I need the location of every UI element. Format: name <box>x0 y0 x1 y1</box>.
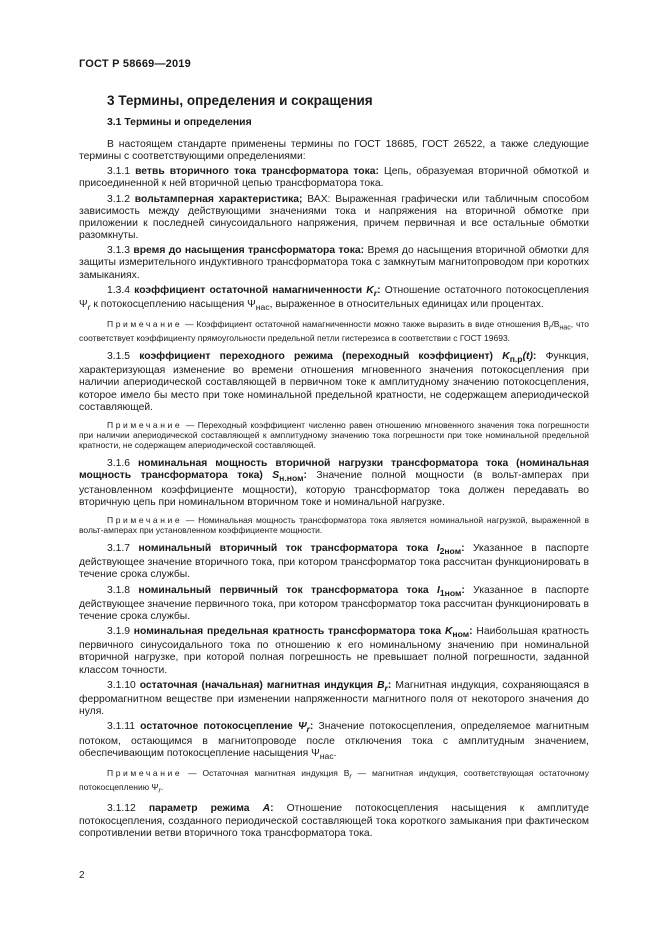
term-3-1-9: 3.1.9 номинальная предельная кратность трансформатора тока $K_{ном}$: Наибольшая кратность первичного синусоидального тока по отношению к его номинальному значению при номинальной вторичной нагрузке, при которой полная погрешность не превышает полной погрешности, заданной классом точности. <box>79 626 589 676</box>
term-number: 3.1.1 <box>107 166 131 178</box>
term-number: 3.1.6 <box>107 458 131 470</box>
term-3-1-7: 3.1.7 номинальный вторичный ток трансформатора тока $I_{2ном}$: Указанное в паспорте действующее значение вторичного тока, при котором трансформатор тока рассчитан функционировать в течение срока службы. <box>79 543 589 581</box>
term-name: коэффициент переходного режима (переходный коэффициент) <box>139 351 494 363</box>
term-symbol: B <box>377 679 385 691</box>
page-number: 2 <box>79 870 85 881</box>
term-symbol: K <box>502 351 510 363</box>
section-title: 3 Термины, определения и сокращения <box>107 93 373 108</box>
term-number: 3.1.5 <box>107 351 131 363</box>
term-symbol: I <box>437 584 440 596</box>
note-1: Примечание — Коэффициент остаточной намагниченности можно также выразить в виде отношения $B_r/B_{нас}$, что соответствует коэффициенту прямоугольности предельной петли гистерезиса в соответствии с ГОСТ 19693. <box>79 319 589 343</box>
term-number: 3.1.11 <box>107 721 135 733</box>
term-3-1-8: 3.1.8 номинальный первичный ток трансформатора тока $I_{1ном}$: Указанное в паспорте действующее значение первичного тока, при котором трансформатор тока рассчитан функционировать в течение срока службы. <box>79 584 590 622</box>
term-symbol: S <box>272 470 280 482</box>
document-header: ГОСТ Р 58669—2019 <box>79 58 191 70</box>
term-3-1-3 <box>79 245 589 281</box>
term-name: вольтамперная характеристика; <box>134 193 303 205</box>
term-name: коэффициент остаточной намагниченности <box>134 284 363 296</box>
term-3-1-2 <box>79 194 589 243</box>
term-definition: Цепь, образуемая вторичной обмоткой и присоединенной к ней вторичной цепью трансформатора тока. <box>79 166 590 190</box>
note-label: Примечание <box>107 514 183 525</box>
term-name: номинальный первичный ток трансформатора тока <box>138 584 429 596</box>
document-body <box>79 139 589 843</box>
term-number: 3.1.9 <box>107 626 131 638</box>
term-definition: Отношение потокосцепления насыщения к амплитуде потокосцепления, созданного периодической составляющей тока короткого замыкания при фактическом сопротивлении ветви вторичного тока трансформатора тока. <box>79 803 590 839</box>
term-definition: Наибольшая кратность первичного синусоидального тока по отношению к его номинальному значению при номинальной вторичной нагрузке, при которой полная погрешность не превышает полной погрешности, заданной классом точности. <box>79 626 589 676</box>
term-name: номинальный вторичный ток трансформатора тока <box>138 543 429 555</box>
term-symbol: I <box>436 543 440 555</box>
term-definition: Указанное в паспорте действующее значение вторичного тока, при котором трансформатор тока рассчитан функционировать в течение срока службы. <box>79 543 589 581</box>
term-definition: Время до насыщения вторичной обмотки для защиты измерительного индуктивного трансформатора тока с замкнутым магнитопроводом при коротких замыканиях. <box>79 245 589 281</box>
term-name: время до насыщения трансформатора тока: <box>133 245 365 257</box>
term-definition: Значение полной мощности (в вольт-амперах при установленном коэффициенте мощности), которую трансформатор тока должен передавать во вторичную цепь при номинальном вторичном токе и номинальной нагрузке. <box>79 470 590 508</box>
term-definition: Функция, характеризующая изменение во времени отношения мгновенного значения потокосцепления при наличии апериодической составляющей в первичном токе к амплитудному значению потокосцепления, которое имело бы место при токе номинальной предельной кратности, не содержащем апериодической составляющей. <box>79 351 590 413</box>
note-label: Примечание <box>107 319 183 330</box>
term-number: 3.1.10 <box>107 679 136 691</box>
term-3-1-11: 3.1.11 остаточное потокосцепление $\Psi_r$: Значение потокосцепления, определяемое магнитным потоком, остающимся в магнитопроводе после отключения тока с амплитудным значением, обеспечивающим потокосцепление насыщения $\Psi_{нас}$. <box>79 721 590 761</box>
term-number: 3.1.12 <box>107 803 136 815</box>
term-name: ветвь вторичного тока трансформатора тока: <box>135 166 379 178</box>
note-label: Примечание <box>107 767 183 778</box>
term-definition: Указанное в паспорте действующее значение первичного тока, при котором трансформатор тока рассчитан функционировать в течение срока службы. <box>79 584 590 622</box>
term-symbol: K <box>366 284 374 296</box>
term-name: номинальная мощность вторичной нагрузки трансформатора тока (номинальная мощность трансформатора тока) <box>79 458 589 482</box>
note-label: Примечание <box>107 419 183 430</box>
term-definition: ВАХ: Выраженная графически или табличным способом зависимость между действующими значениями тока и напряжения на вторичной обмотке при приложении к последней синусоидального напряжения, причем первичная и все остальные обмотки разомкнуты. <box>79 193 590 242</box>
term-name: остаточное потокосцепление <box>140 721 293 733</box>
term-number: 3.1.2 <box>107 193 131 205</box>
subsection-title: 3.1 Термины и определения <box>107 117 252 128</box>
term-number: 3.1.7 <box>107 543 131 555</box>
term-symbol: K <box>444 626 453 638</box>
term-name: номинальная предельная кратность трансформатора тока <box>133 626 442 638</box>
term-3-1-12: 3.1.12 параметр режима A: Отношение потокосцепления насыщения к амплитуде потокосцепления, созданного периодической составляющей тока короткого замыкания при фактическом сопротивлении ветви вторичного тока трансформатора тока. <box>79 803 590 839</box>
term-1-3-4: 1.3.4 коэффициент остаточной намагниченности $K_r$: Отношение остаточного потокосцепления $\Psi_r$ к потокосцеплению насыщения $\Psi_{нас}$, выраженное в относительных единицах или процентах. <box>79 284 590 312</box>
note-2: Примечание — Переходный коэффициент численно равен отношению мгновенного значения тока погрешности при наличии апериодической составляющей к амплитудному значению тока погрешности при токе номинальной предельной кратности, не содержащем апериодической составляющей. <box>79 419 589 451</box>
term-3-1-10: 3.1.10 остаточная (начальная) магнитная индукция $B_r$: Магнитная индукция, сохраняющаяся в ферромагнитном веществе при изменении напряженности магнитного поля от некоторого значения до нуля. <box>79 679 590 718</box>
note-4: Примечание — Остаточная магнитная индукция $B_r$ — магнитная индукция, соответствующая остаточному потокосцеплению $\Psi_r$. <box>79 767 589 795</box>
term-definition: Магнитная индукция, сохраняющаяся в ферромагнитном веществе при изменении напряженности магнитного поля от некоторого значения до нуля. <box>79 679 590 718</box>
term-3-1-6: 3.1.6 номинальная мощность вторичной нагрузки трансформатора тока (номинальная мощность трансформатора тока) $S_{н.ном}$: Значение полной мощности (в вольт-амперах при установленном коэффициенте мощности), которую трансформатор тока должен передавать во вторичную цепь при номинальном вторичном токе и номинальной нагрузке. <box>79 458 590 508</box>
term-symbol: Ψ <box>297 721 307 733</box>
term-3-1-5: 3.1.5 коэффициент переходного режима (переходный коэффициент) $K_{п.р}(t)$: Функция, характеризующая изменение во времени отношения мгновенного значения потокосцепления при наличии апериодической составляющей в первичном токе к амплитудному значению потокосцепления, которое имело бы место при токе номинальной предельной кратности, не содержащем апериодической составляющей. <box>79 351 590 413</box>
note-3: Примечание — Номинальная мощность трансформатора тока является номинальной нагрузкой, выраженной в вольт-амперах при установленном коэффициенте мощности. <box>79 514 589 535</box>
term-3-1-1 <box>79 166 589 190</box>
intro-paragraph: В настоящем стандарте применены термины по ГОСТ 18685, ГОСТ 26522, а также следующие термины с соответствующими определениями: <box>79 139 589 163</box>
term-symbol: A <box>262 803 271 815</box>
term-number: 1.3.4 <box>107 284 131 296</box>
term-number: 3.1.3 <box>107 245 131 257</box>
term-name: параметр режима <box>148 803 250 815</box>
term-number: 3.1.8 <box>107 584 131 596</box>
term-name: остаточная (начальная) магнитная индукция <box>139 679 374 691</box>
